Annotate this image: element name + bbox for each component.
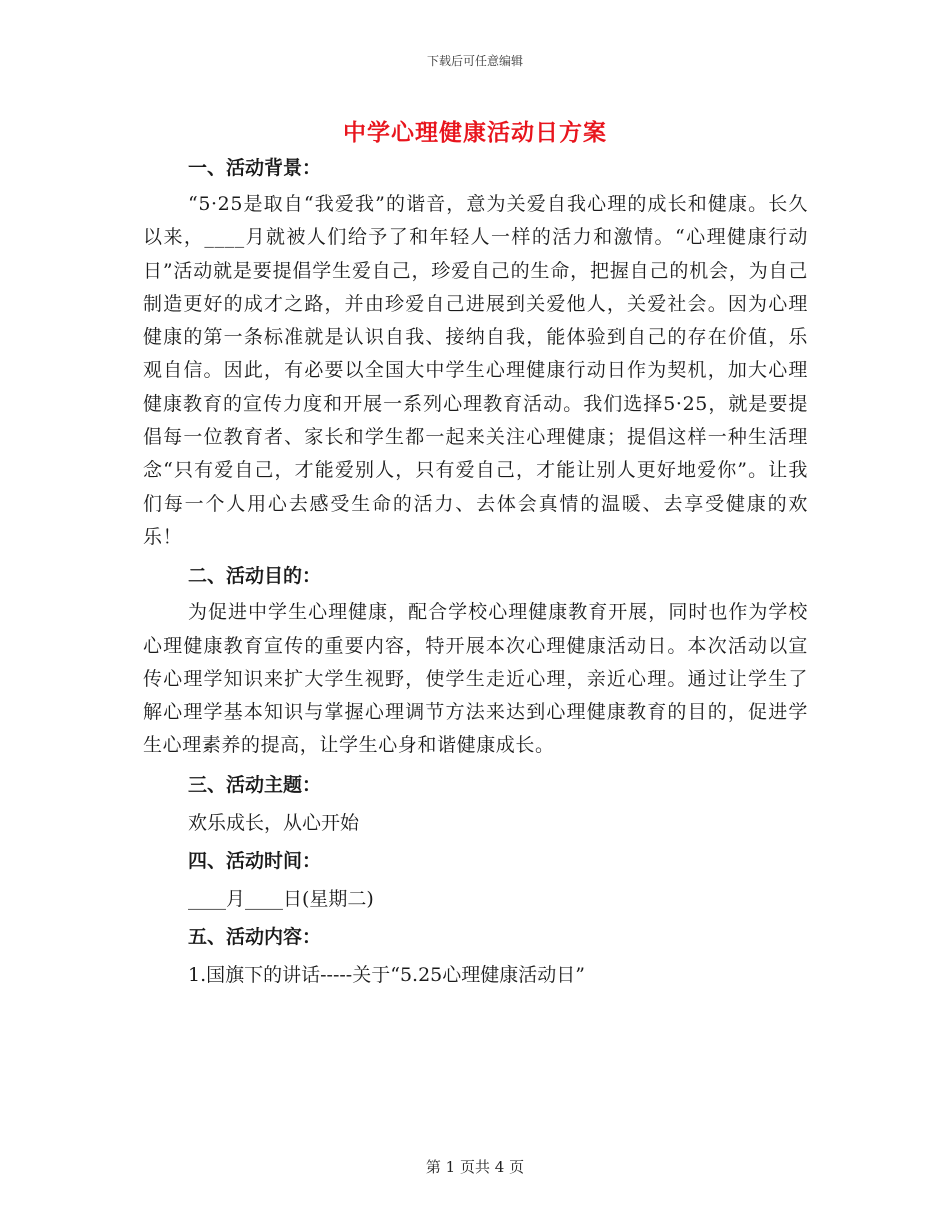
section-line-time: ____月____日(星期二): [188, 887, 374, 910]
section-paragraph-purpose: 为促进中学生心理健康，配合学校心理健康教育开展，同时也作为学校心理健康教育宣传的重要内容，特开展本次心理健康活动日。本次活动以宣传心理学知识来扩大学生视野，使学生走近心理，亲近心理。通过让学生了解心理学基本知识与掌握心理调节方法来达到心理健康教育的目的，促进学生心理素养的提高，让学生心身和谐健康成长。: [143, 601, 808, 757]
section-heading-background: 一、活动背景：: [188, 157, 322, 179]
section-heading-time: 四、活动时间：: [188, 849, 322, 872]
document-body: [143, 150, 808, 995]
section-heading-content: 五、活动内容：: [188, 925, 322, 948]
section-heading-purpose: 二、活动目的：: [188, 565, 322, 588]
section-paragraph-background: “5·25是取自“我爱我”的谐音，意为关爱自我心理的成长和健康。长久以来，____月就被人们给予了和年轻人一样的活力和激情。“心理健康行动日”活动就是要提倡学生爱自己，珍爱自己的生命，把握自己的机会，为自己制造更好的成才之路，并由珍爱自己进展到关爱他人，关爱社会。因为心理健康的第一条标准就是认识自我、接纳自我，能体验到自己的存在价值，乐观自信。因此，有必要以全国大中学生心理健康行动日作为契机，加大心理健康教育的宣传力度和开展一系列心理教育活动。我们选择5·25，就是要提倡每一位教育者、家长和学生都一起来关注心理健康；提倡这样一种生活理念“只有爱自己，才能爱别人，只有爱自己，才能让别人更好地爱你”。让我们每一个人用心去感受生命的活力、去体会真情的温暖、去享受健康的欢乐！: [143, 193, 808, 548]
page-header-note: 下载后可任意编辑: [426, 54, 523, 68]
section-line-theme: 欢乐成长，从心开始: [188, 811, 360, 834]
section-heading-theme: 三、活动主题：: [188, 773, 322, 796]
document-title: 中学心理健康活动日方案: [343, 119, 607, 146]
section-line-content-item-1: 1.国旗下的讲话-----关于“5.25心理健康活动日”: [188, 963, 585, 986]
page-footer-number: 第 1 页共 4 页: [425, 1158, 525, 1176]
